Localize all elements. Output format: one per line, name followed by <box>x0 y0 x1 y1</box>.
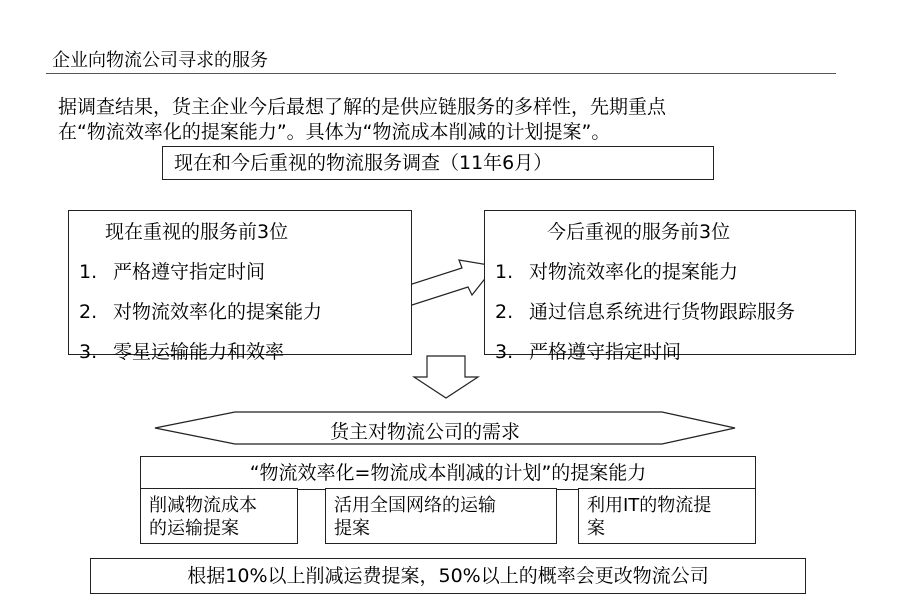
future-top3-panel <box>484 210 856 363</box>
list-item: 1. 严格遵守指定时间 <box>79 261 266 283</box>
footer-conclusion-box: 根据10%以上削减运费提案，50%以上的概率会更改物流公司 <box>90 558 806 594</box>
list-item: 3. 零星运输能力和效率 <box>79 341 285 363</box>
current-top3-heading: 现在重视的服务前3位 <box>105 221 289 243</box>
intro-line-1: 据调查结果，货主企业今后最想了解的是供应链服务的多样性，先期重点 <box>58 96 667 118</box>
list-item: 1. 对物流效率化的提案能力 <box>495 261 739 283</box>
current-top3-panel <box>68 210 412 363</box>
down-arrow-shape <box>414 356 478 398</box>
list-item: 2. 通过信息系统进行货物跟踪服务 <box>495 301 796 323</box>
proposal-box <box>140 488 298 544</box>
list-item: 3. 严格遵守指定时间 <box>495 341 682 363</box>
title-divider <box>46 73 836 74</box>
demand-label: 货主对物流公司的需求 <box>330 421 521 443</box>
formula-box: “物流效率化=物流成本削减的计划”的提案能力 <box>140 456 756 490</box>
list-item: 2. 对物流效率化的提案能力 <box>79 301 323 323</box>
proposal-line: 活用全国网络的运输 <box>334 495 496 516</box>
intro-line-2: 在“物流效率化的提案能力”。具体为“物流成本削减的计划提案”。 <box>58 121 611 143</box>
proposal-line: 的运输提案 <box>149 518 239 539</box>
future-top3-heading: 今后重视的服务前3位 <box>547 221 731 243</box>
intro-paragraph <box>58 95 666 145</box>
proposal-box <box>578 488 756 544</box>
proposal-line: 提案 <box>334 518 370 539</box>
proposal-line: 利用IT的物流提 <box>587 495 712 516</box>
survey-title-box: 现在和今后重视的物流服务调查（11年6月） <box>162 146 714 180</box>
proposal-box <box>325 488 557 544</box>
proposal-line: 案 <box>587 518 605 539</box>
page-title: 企业向物流公司寻求的服务 <box>52 50 268 71</box>
proposal-line: 削减物流成本 <box>149 495 257 516</box>
